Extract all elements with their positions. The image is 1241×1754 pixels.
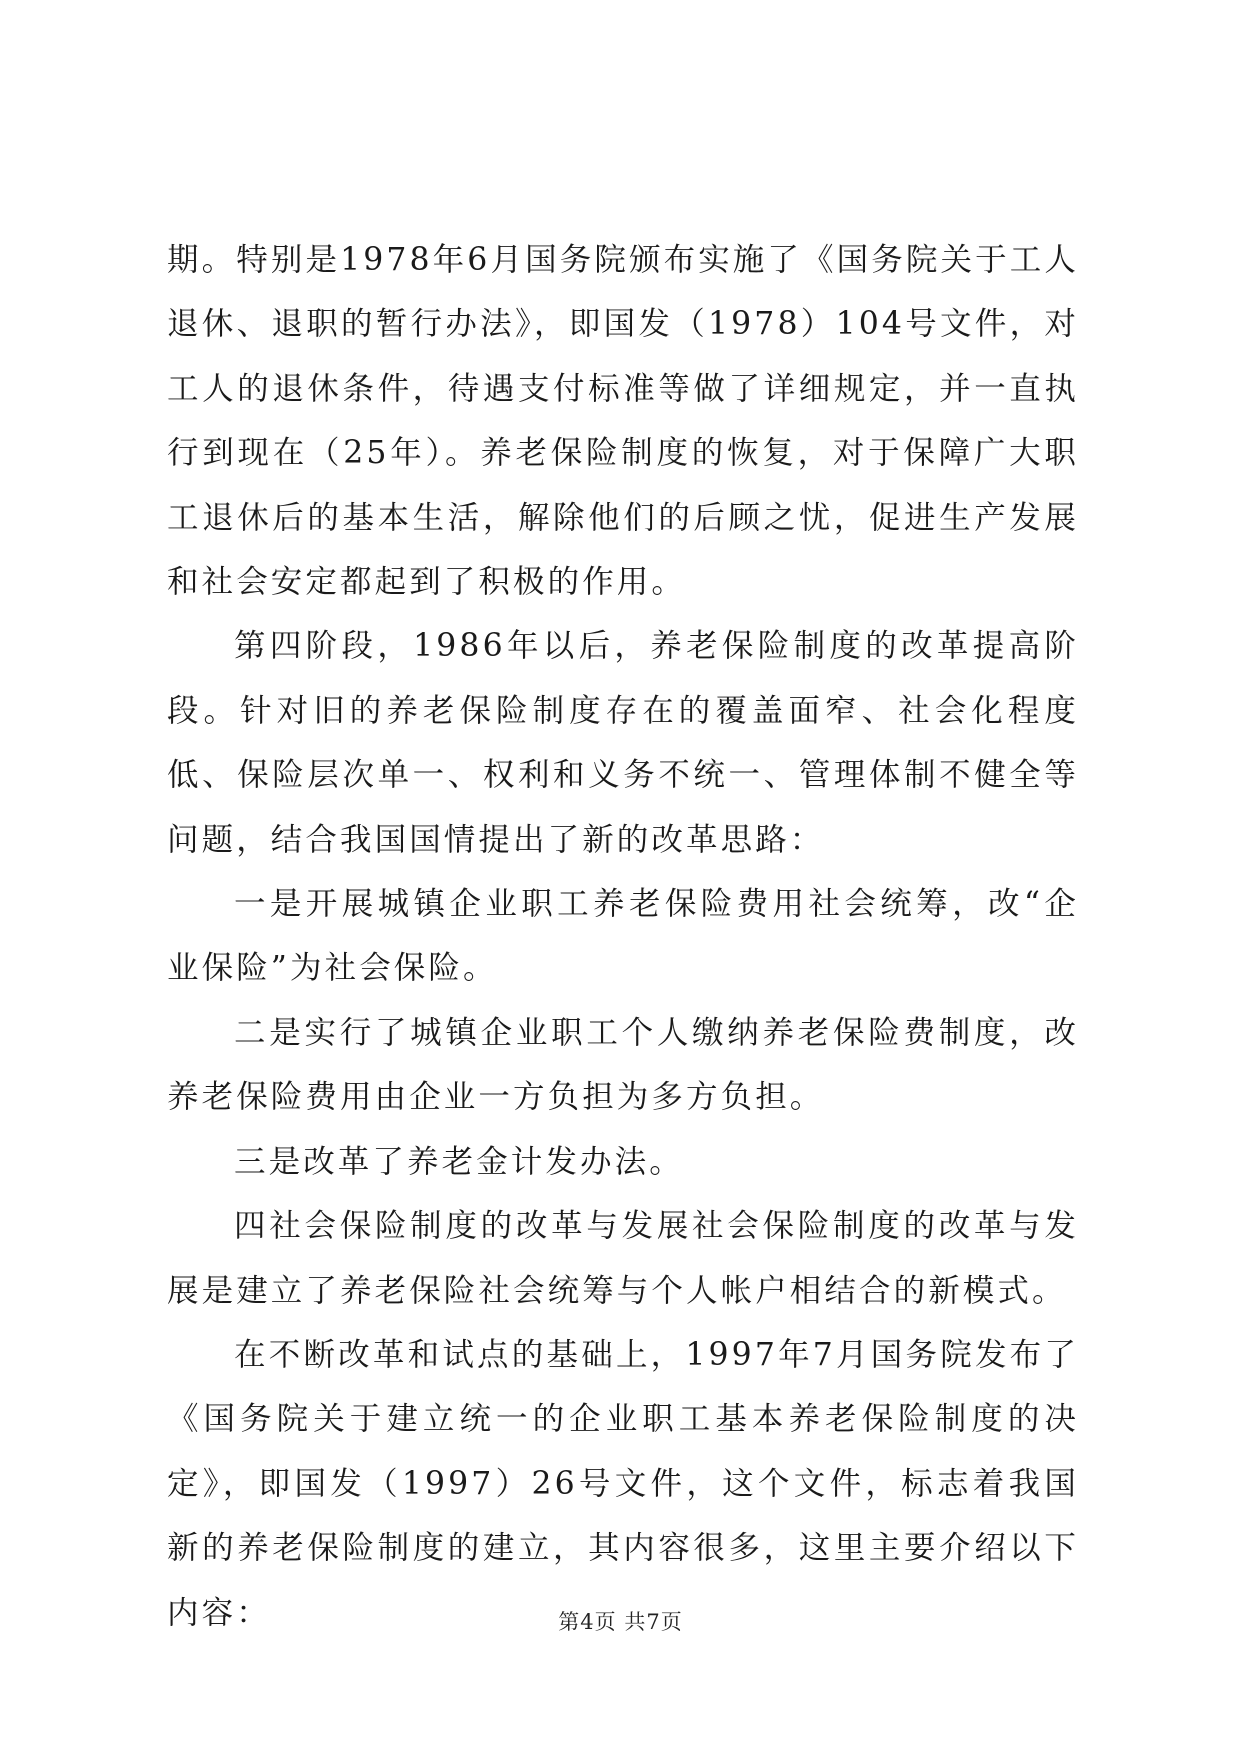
paragraph-stage-four: 第四阶段，1986年以后，养老保险制度的改革提高阶段。针对旧的养老保险制度存在的覆盖面窄、社会化程度低、保险层次单一、权利和义务不统一、管理体制不健全等问题，结合我国国情提出了新的改革思路： <box>167 628 1079 858</box>
paragraph-1997-decision: 在不断改革和试点的基础上，1997年7月国务院发布了《国务院关于建立统一的企业职工基本养老保险制度的决定》，即国发（1997）26号文件，这个文件，标志着我国新的养老保险制度的建立，其内容很多，这里主要介绍以下内容： <box>167 1336 1079 1631</box>
page-number-footer: 第4页 共7页 <box>558 1610 683 1634</box>
paragraph-point-two: 二是实行了城镇企业职工个人缴纳养老保险费制度，改养老保险费用由企业一方负担为多方负担。 <box>167 1014 1079 1116</box>
paragraph-continuation: 期。特别是1978年6月国务院颁布实施了《国务院关于工人退休、退职的暂行办法》，即国发（1978）104号文件，对工人的退休条件，待遇支付标准等做了详细规定，并一直执行到现在（25年）。养老保险制度的恢复，对于保障广大职工退休后的基本生活，解除他们的后顾之忧，促进生产发展和社会安定都起到了积极的作用。 <box>167 242 1079 601</box>
document-body <box>167 228 1079 1645</box>
paragraph-point-three: 三是改革了养老金计发办法。 <box>234 1143 684 1180</box>
paragraph-point-one: 一是开展城镇企业职工养老保险费用社会统筹，改“企业保险”为社会保险。 <box>167 886 1079 987</box>
paragraph-reform-model: 四社会保险制度的改革与发展社会保险制度的改革与发展是建立了养老保险社会统筹与个人帐户相结合的新模式。 <box>167 1208 1079 1309</box>
